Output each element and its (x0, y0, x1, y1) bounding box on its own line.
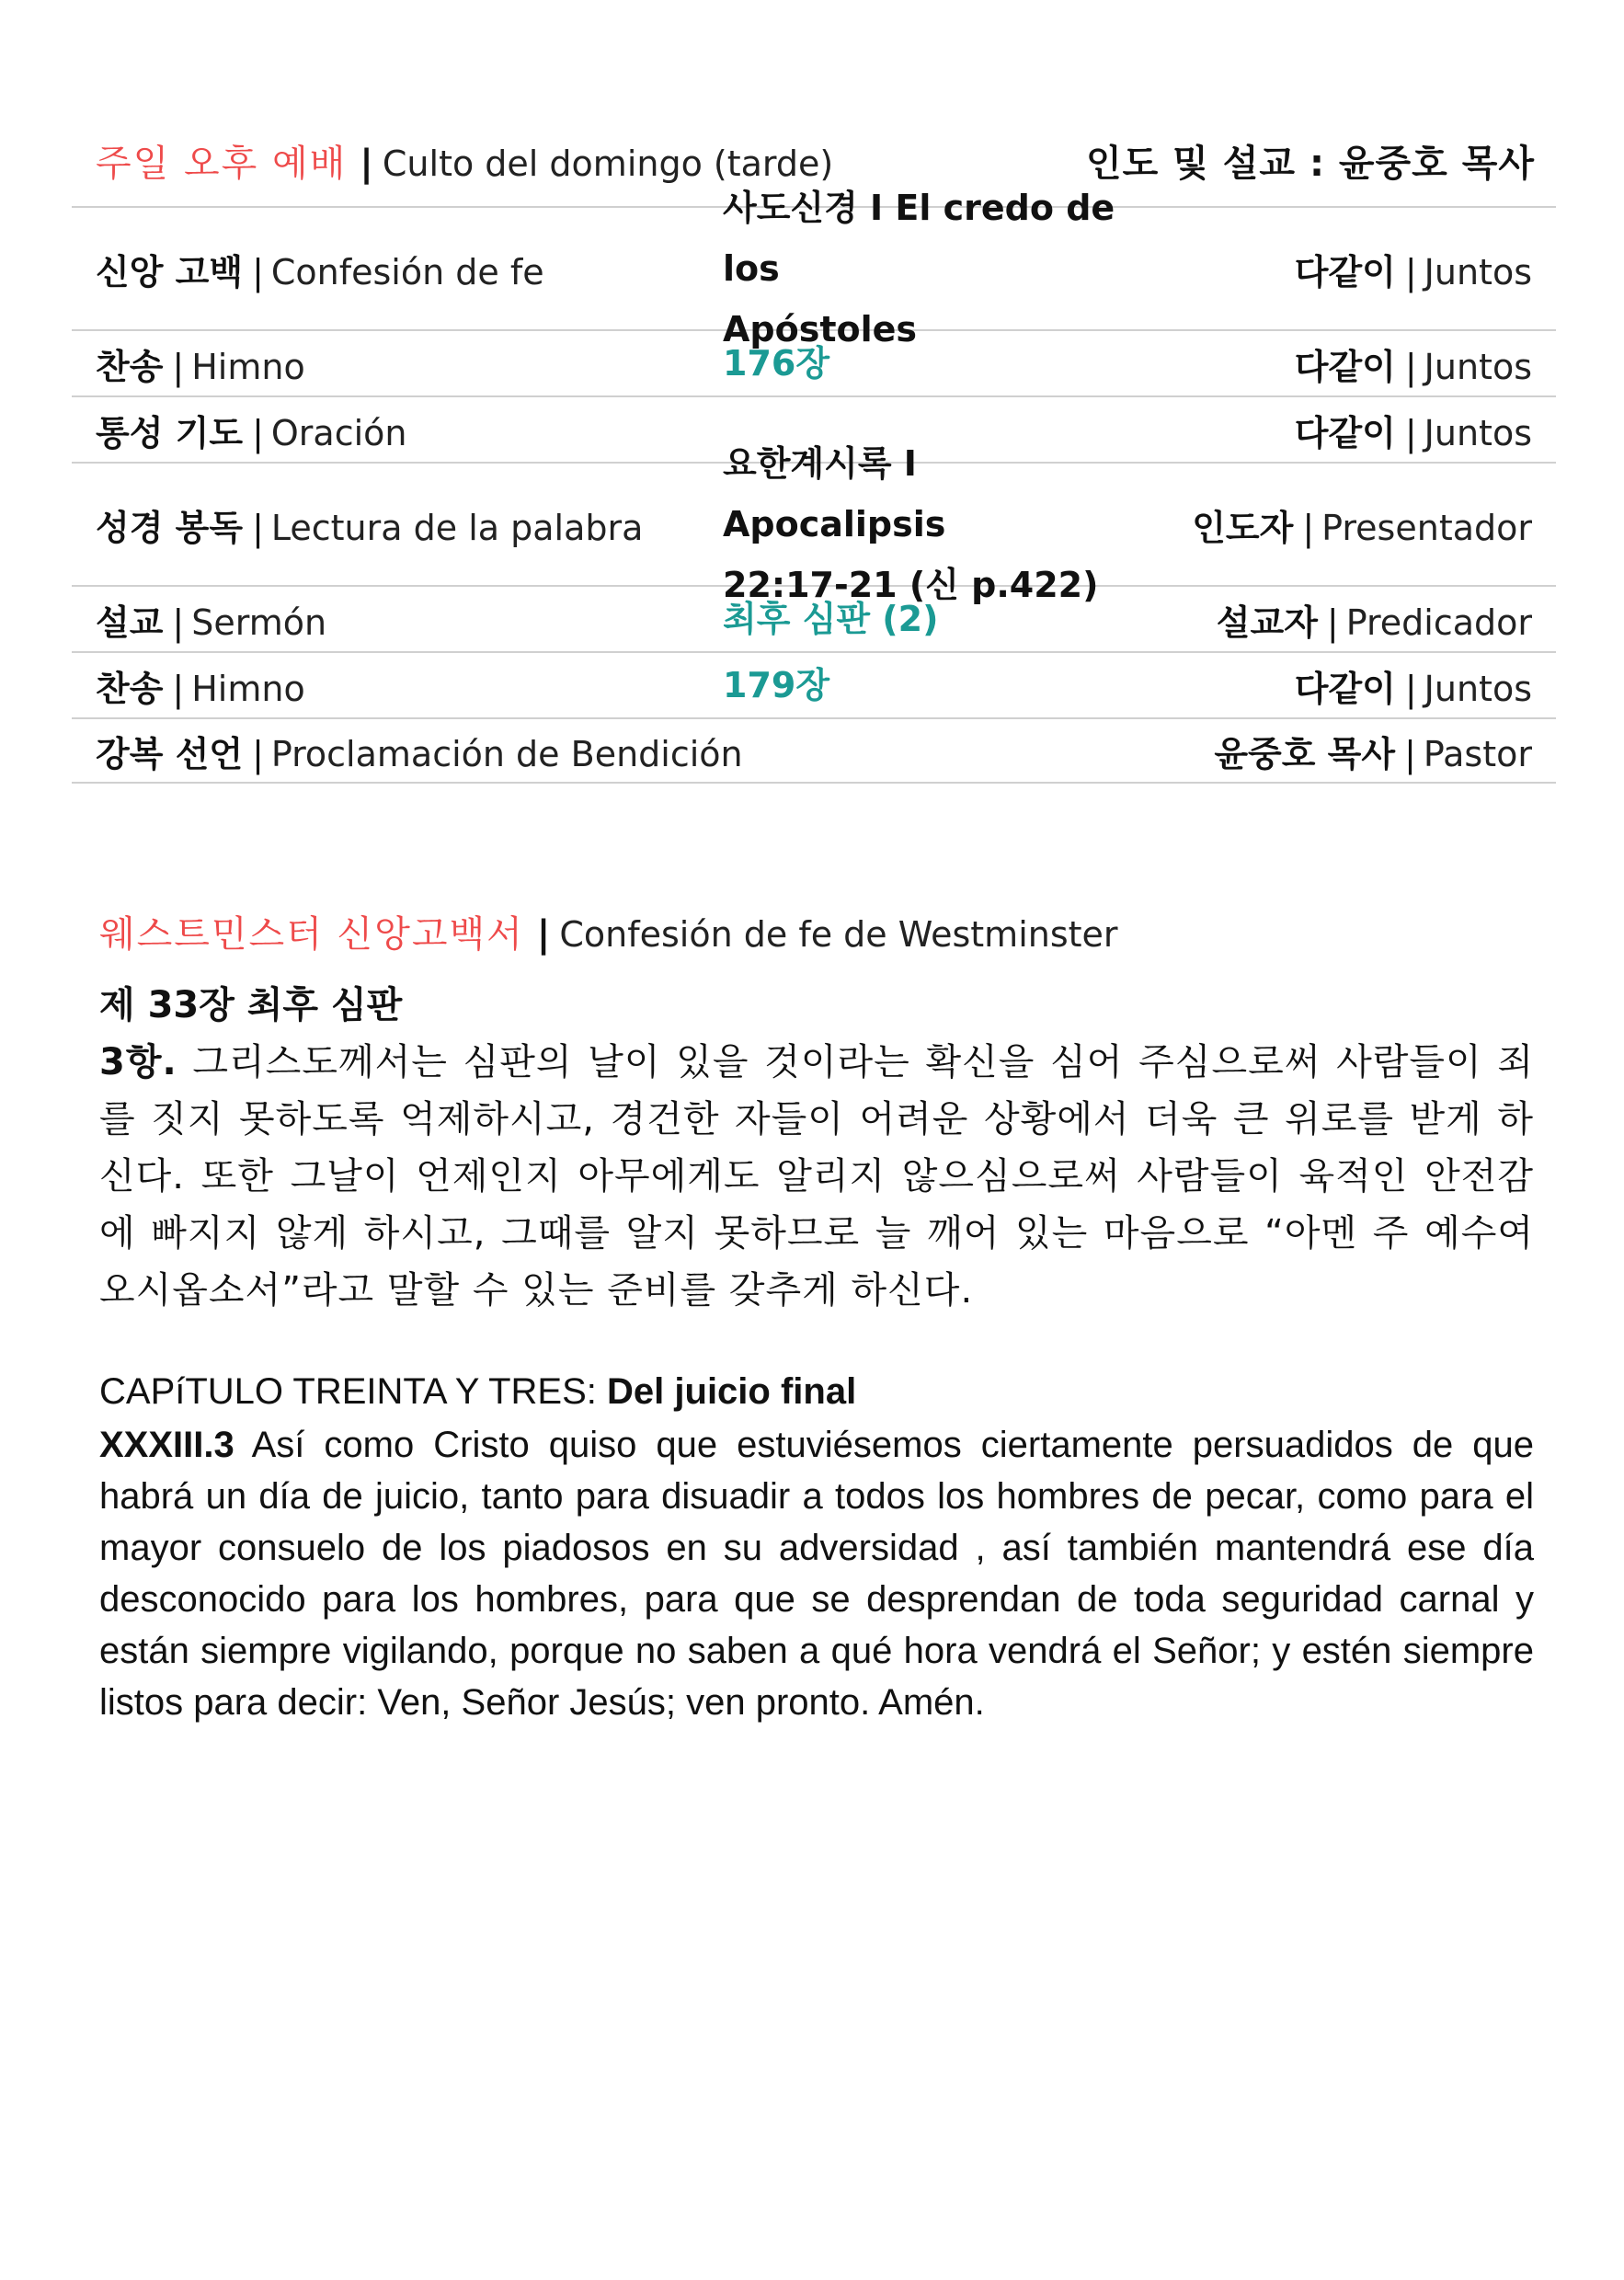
order-item-name-ko: 강복 선언 (96, 733, 244, 774)
title-separator: | (360, 143, 373, 185)
confession-title-es: Confesión de fe de Westminster (559, 914, 1118, 955)
order-item-name-ko: 통성 기도 (96, 412, 244, 453)
order-item-participant (1151, 726, 1556, 776)
order-of-worship-table (72, 188, 1556, 784)
spanish-paragraph (99, 1419, 1534, 1728)
order-item-name-es: Proclamación de Bendición (270, 733, 743, 774)
order-item-detail: 179장 (723, 665, 830, 705)
order-row (72, 329, 1556, 395)
korean-paragraph-label: 3항. (99, 1041, 177, 1083)
participant-ko: 다같이 (1294, 346, 1396, 387)
participant-separator: | (1404, 251, 1417, 292)
order-item-detail: 요한계시록 I Apocalipsis (723, 443, 946, 544)
order-item-separator: | (172, 346, 185, 387)
spanish-chapter-title (99, 1364, 1534, 1419)
participant-es: Pastor (1423, 733, 1532, 774)
participant-es: Juntos (1424, 668, 1532, 709)
korean-paragraph-text: 그리스도께서는 심판의 날이 있을 것이라는 확신을 심어 주심으로써 사람들이 죄를 짓지 못하도록 억제하시고, 경건한 자들이 어려운 상황에서 더욱 큰 위로를 받게 하신다. 또한 그날이 언제인지 아무에게도 알리지 않으심으로써 사람들이 육적인 안전감에 빠지지 않게 하시고, 그때를 알지 못하므로 늘 깨어 있는 마음으로 “아멘 주 예수여 오시옵소서”라고 말할 수 있는 준비를 갖추게 하신다. (99, 1041, 1535, 1312)
order-item-separator: | (252, 733, 264, 774)
participant-separator: | (1404, 346, 1417, 387)
order-item-name (72, 594, 723, 645)
participant-separator: | (1404, 733, 1416, 774)
order-item-separator: | (252, 507, 264, 548)
order-item-participant (1151, 660, 1556, 711)
spanish-paragraph-label: XXXIII.3 (99, 1425, 234, 1465)
participant-es: Juntos (1424, 412, 1532, 453)
order-item-name-es: Himno (191, 668, 305, 709)
order-item-participant (1151, 338, 1556, 389)
order-item-separator: | (172, 668, 185, 709)
order-item-content (723, 333, 1151, 394)
order-item-participant (1151, 594, 1556, 645)
confession-title-separator: | (536, 913, 551, 956)
order-item-name-ko: 찬송 (96, 346, 164, 387)
participant-separator: | (1302, 507, 1315, 548)
order-item-separator: | (172, 602, 185, 643)
order-item-name-es: Himno (191, 346, 305, 387)
participant-es: Presentador (1321, 507, 1532, 548)
order-row (72, 443, 1556, 605)
order-item-content (723, 655, 1151, 716)
confession-korean (99, 977, 1534, 1319)
confession-title-ko: 웨스트민스터 신앙고백서 (99, 913, 524, 956)
order-item-separator: | (252, 412, 264, 453)
order-item-name (72, 660, 723, 711)
order-item-name-ko: 성경 봉독 (96, 507, 244, 548)
order-row (72, 188, 1556, 349)
participant-ko: 다같이 (1294, 668, 1396, 709)
order-item-separator: | (252, 251, 264, 292)
order-item-name (72, 499, 723, 550)
order-item-participant (1151, 499, 1556, 550)
participant-es: Juntos (1424, 346, 1532, 387)
spanish-paragraph-text: Así como Cristo quiso que estuviésemos ciertamente persuadidos de que habrá un día de juicio, tanto para disuadir a todos los hombres de pecar, como para el mayor consuelo de los piadosos en su adversidad , así también mantendrá ese día desconocido para los hombres, para que se desprendan de toda seguridad carnal y están siempre vigilando, porque no saben a qué hora vendrá el Señor; y estén siempre listos para decir: Ven, Señor Jesús; ven pronto. Amén. (99, 1425, 1534, 1723)
order-item-participant (1151, 405, 1556, 455)
service-title-es: Culto del domingo (tarde) (382, 143, 834, 184)
participant-ko: 인도자 (1192, 507, 1294, 548)
order-item-detail: 최후 심판 (2) (723, 599, 939, 639)
participant-separator: | (1404, 412, 1417, 453)
order-item-name-es: Lectura de la palabra (270, 507, 644, 548)
participant-ko: 설교자 (1216, 602, 1318, 643)
order-item-content (723, 589, 1151, 649)
order-row (72, 585, 1556, 651)
order-item-detail: 22:17-21 (신 p.422) (723, 565, 1099, 605)
participant-ko: 윤중호 목사 (1214, 733, 1396, 774)
confession-title (99, 905, 1118, 957)
korean-paragraph (99, 1034, 1534, 1319)
order-item-detail: 176장 (723, 343, 830, 384)
order-item-name-ko: 찬송 (96, 668, 164, 709)
service-title-ko: 주일 오후 예배 (96, 143, 348, 185)
participant-ko: 다같이 (1294, 412, 1396, 453)
order-item-name (72, 338, 723, 389)
participant-ko: 다같이 (1294, 251, 1396, 292)
order-item-name-ko: 신앙 고백 (96, 251, 244, 292)
participant-separator: | (1404, 668, 1417, 709)
spanish-chapter-name: Del juicio final (607, 1371, 857, 1412)
order-item-detail: 사도신경 I El credo de los (723, 188, 1115, 289)
order-item-name-es: Sermón (191, 602, 327, 643)
order-item-name-es: Confesión de fe (270, 251, 544, 292)
order-item-participant (1151, 244, 1556, 294)
spanish-chapter-prefix: CAPíTULO TREINTA Y TRES: (99, 1371, 597, 1412)
korean-chapter-title: 제 33장 최후 심판 (99, 984, 403, 1026)
order-row (72, 651, 1556, 717)
order-item-name-ko: 설교 (96, 602, 164, 643)
confession-spanish (99, 1364, 1534, 1728)
participant-es: Predicador (1345, 602, 1532, 643)
participant-es: Juntos (1424, 251, 1532, 292)
service-leader: 인도 및 설교 : 윤중호 목사 (1085, 143, 1535, 185)
order-item-detail: Apóstoles (723, 309, 918, 349)
order-item-name (72, 405, 723, 455)
order-item-name-es: Oración (270, 412, 407, 453)
participant-separator: | (1326, 602, 1339, 643)
order-item-name (72, 244, 723, 294)
order-item-name (72, 726, 743, 776)
order-row (72, 717, 1556, 784)
